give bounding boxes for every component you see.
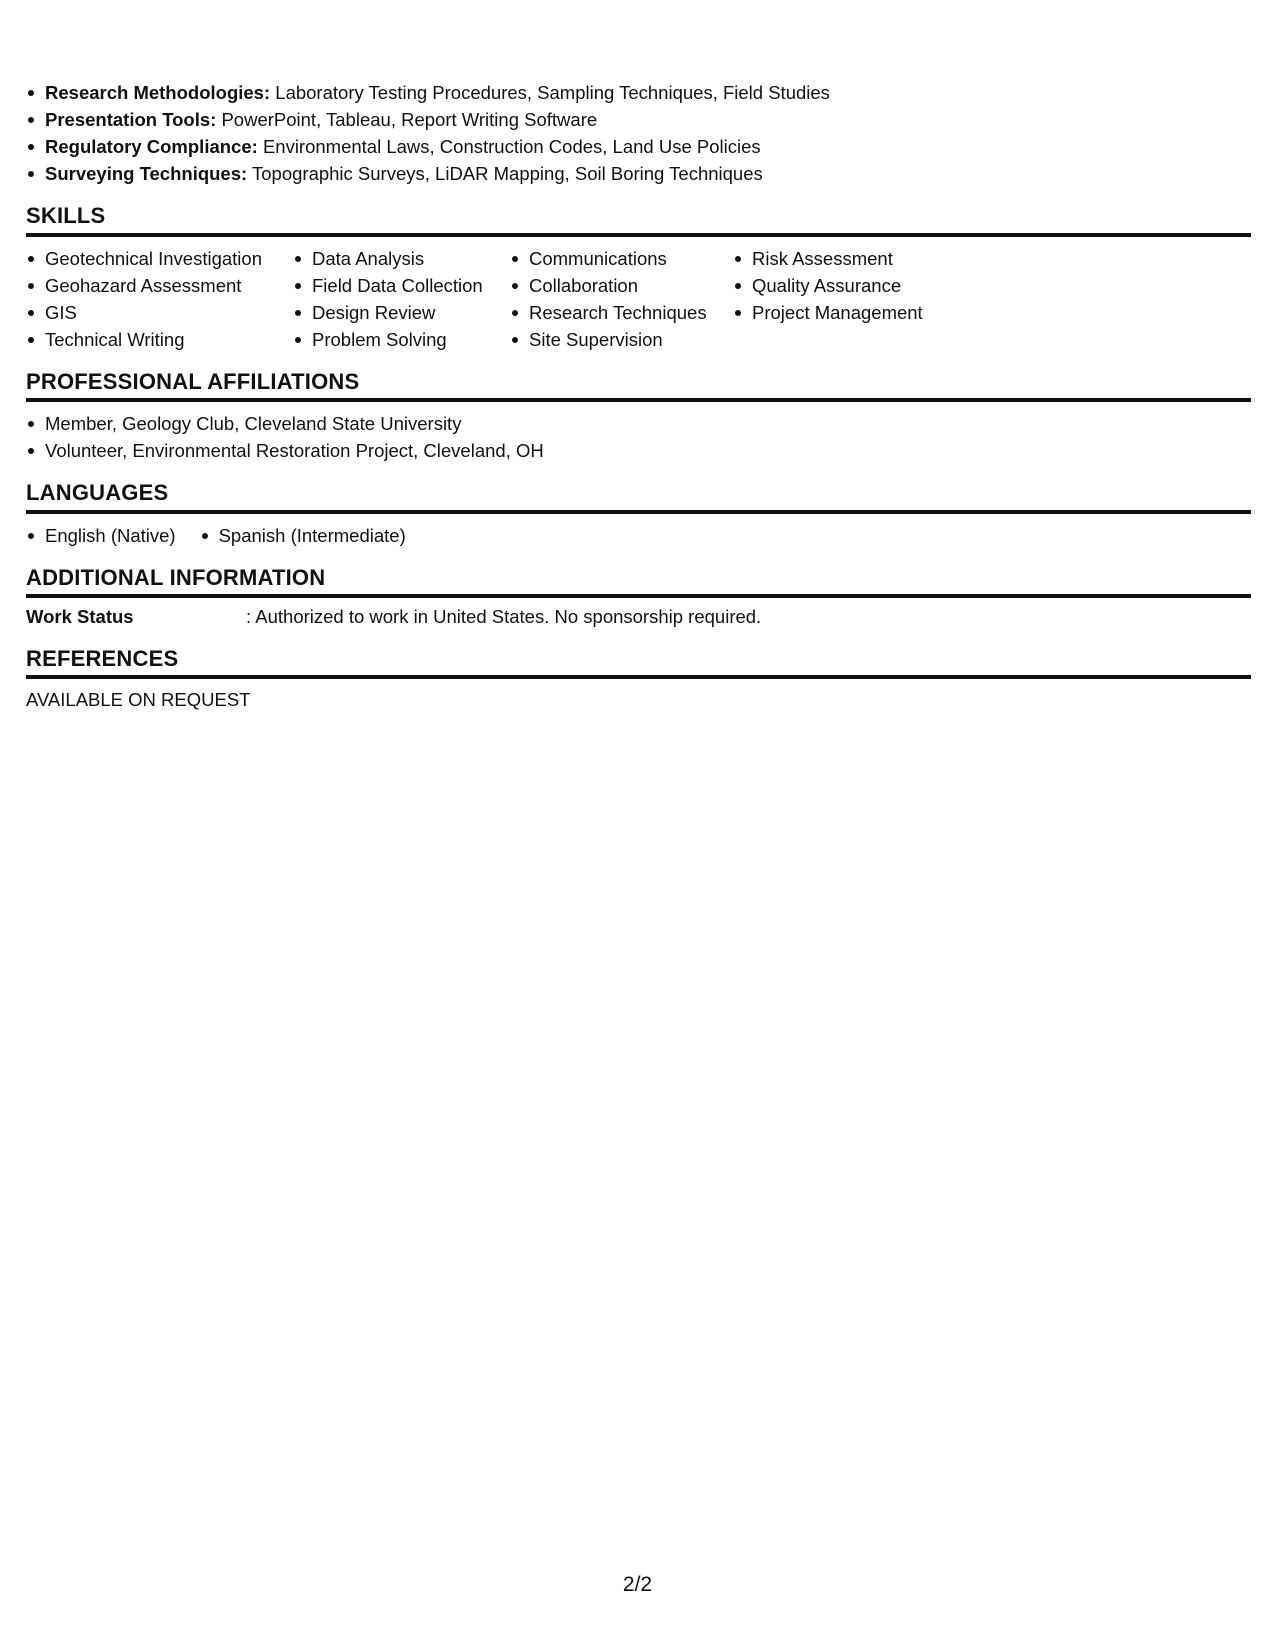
item-value: PowerPoint, Tableau, Report Writing Software [221,109,598,130]
skill-item: Site Supervision [510,326,733,353]
item-label: Research Methodologies: [45,82,271,103]
work-status-value: : Authorized to work in United States. No sponsorship required. [246,606,762,627]
skill-item: Technical Writing [26,326,293,353]
list-item [26,106,830,133]
skills-column [293,245,510,353]
section-divider [26,594,1251,598]
list-item [26,79,830,106]
languages-heading: LANGUAGES [26,480,169,505]
list-item [26,133,830,160]
skills-column [26,245,293,353]
page-number: 2/2 [622,1573,653,1596]
section-divider [26,510,1251,514]
skill-item: Collaboration [510,272,733,299]
skill-item: GIS [26,299,293,326]
skill-item: Data Analysis [293,245,510,272]
skill-item: Design Review [293,299,510,326]
item-label: Regulatory Compliance: [45,136,258,157]
section-divider [26,233,1251,237]
references-heading: REFERENCES [26,646,179,671]
list-item [26,160,830,187]
skills-heading: SKILLS [26,203,106,228]
skills-column [510,245,733,353]
skill-item: Project Management [733,299,983,326]
skill-item: Quality Assurance [733,272,983,299]
additional-info-heading: ADDITIONAL INFORMATION [26,565,326,590]
item-label: Surveying Techniques: [45,163,248,184]
skill-item: Communications [510,245,733,272]
languages-list [26,522,430,549]
work-status-label: Work Status [26,606,134,627]
skill-item: Field Data Collection [293,272,510,299]
item-label: Presentation Tools: [45,109,217,130]
item-value: Environmental Laws, Construction Codes, Land Use Policies [262,136,761,157]
section-divider [26,398,1251,402]
section-divider [26,675,1251,679]
item-value: Laboratory Testing Procedures, Sampling Techniques, Field Studies [275,82,830,103]
affiliations-heading: PROFESSIONAL AFFILIATIONS [26,369,360,394]
skill-item: Problem Solving [293,326,510,353]
skill-item: Research Techniques [510,299,733,326]
skills-column [733,245,983,353]
references-text: AVAILABLE ON REQUEST [26,689,251,710]
skill-item: Geohazard Assessment [26,272,293,299]
tools-list [26,79,830,187]
skill-item: Geotechnical Investigation [26,245,293,272]
affiliation-item: Member, Geology Club, Cleveland State University [26,410,544,437]
item-value: Topographic Surveys, LiDAR Mapping, Soil Boring Techniques [252,163,763,184]
work-status-row [26,603,761,630]
language-item: English (Native) [26,522,176,549]
skills-grid [26,245,983,353]
language-item: Spanish (Intermediate) [200,522,406,549]
affiliation-item: Volunteer, Environmental Restoration Project, Cleveland, OH [26,437,544,464]
skill-item: Risk Assessment [733,245,983,272]
affiliations-list [26,410,544,464]
